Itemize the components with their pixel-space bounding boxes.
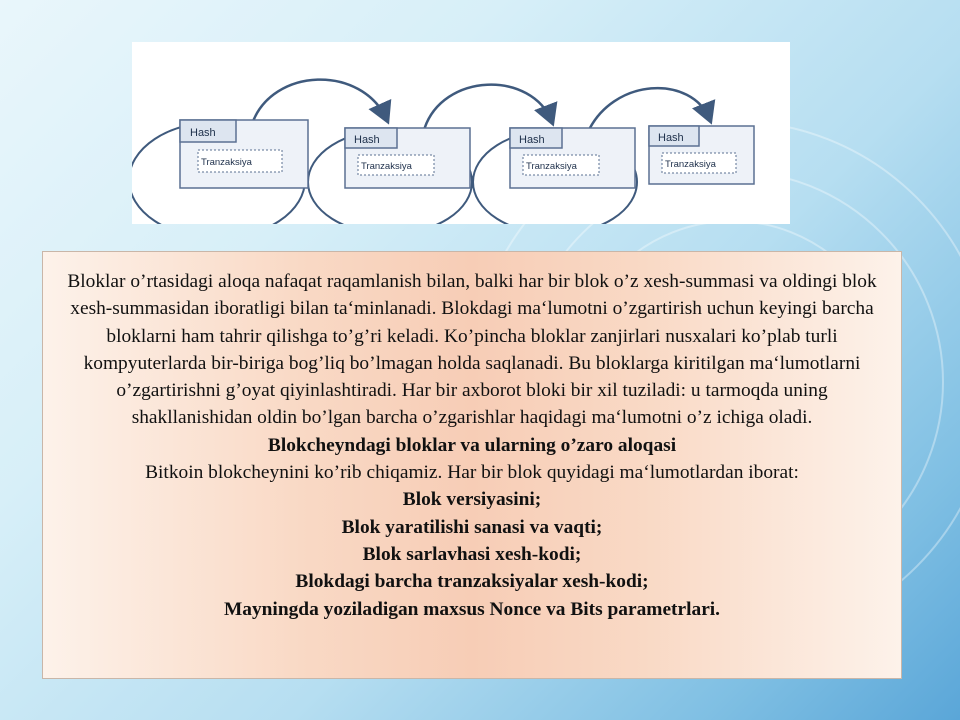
list-item: Blok sarlavhasi xesh-kodi; xyxy=(362,543,582,565)
block-3 xyxy=(510,128,635,188)
content-textbox xyxy=(42,251,902,679)
section-heading: Blokcheyndagi bloklar va ularning o’zaro aloqasi xyxy=(267,434,677,456)
link-arrow xyxy=(424,85,552,130)
block-1 xyxy=(180,120,308,188)
transaction-label: Tranzaksiya xyxy=(201,157,252,168)
hash-label: Hash xyxy=(354,134,380,146)
list-item: Blokdagi barcha tranzaksiyalar xesh-kodi; xyxy=(295,571,649,593)
block-4 xyxy=(649,126,754,184)
transaction-label: Tranzaksiya xyxy=(361,161,412,172)
hash-label: Hash xyxy=(519,134,545,146)
transaction-label: Tranzaksiya xyxy=(665,159,716,170)
hash-label: Hash xyxy=(190,127,216,139)
blockchain-diagram xyxy=(132,42,790,224)
block-2 xyxy=(345,128,470,188)
hash-label: Hash xyxy=(658,132,684,144)
link-arrow xyxy=(252,80,387,124)
transaction-label: Tranzaksiya xyxy=(526,161,577,172)
list-item: Blok yaratilishi sanasi va vaqti; xyxy=(341,516,603,538)
intro-text: Bitkoin blokcheynini ko’rib chiqamiz. Har bir blok quyidagi ma‘lumotlardan iborat: xyxy=(145,462,799,484)
list-item: Blok versiyasini; xyxy=(402,489,542,511)
list-item: Mayningda yoziladigan maxsus Nonce va Bits parametrlari. xyxy=(223,598,721,620)
body-paragraph: Bloklar o’rtasidagi aloqa nafaqat raqamlanish bilan, balki har bir blok o’z xesh-summasi va oldingi blok xesh-summasidan iboratligi bilan ta‘minlanadi. Blokdagi ma‘lumotni o’zgartirish uchun keyingi barcha bloklarni ham tahrir qilishga to’g’ri keladi. Ko’pincha bloklar zanjirlari nusxalari ko’plab turli kompyuterlarda bir-biriga bog’liq bo’lmagan holda saqlanadi. Bu bloklarga kiritilgan ma‘lumotlarni o’zgartirishni g’oyat qiyinlashtiradi. Har bir axborot bloki bir xil tuziladi: u tarmoqda uning shakllanishidan oldin bo’lgan barcha o’zgarishlar haqidagi ma‘lumotni o’z ichiga oladi. xyxy=(67,271,877,429)
